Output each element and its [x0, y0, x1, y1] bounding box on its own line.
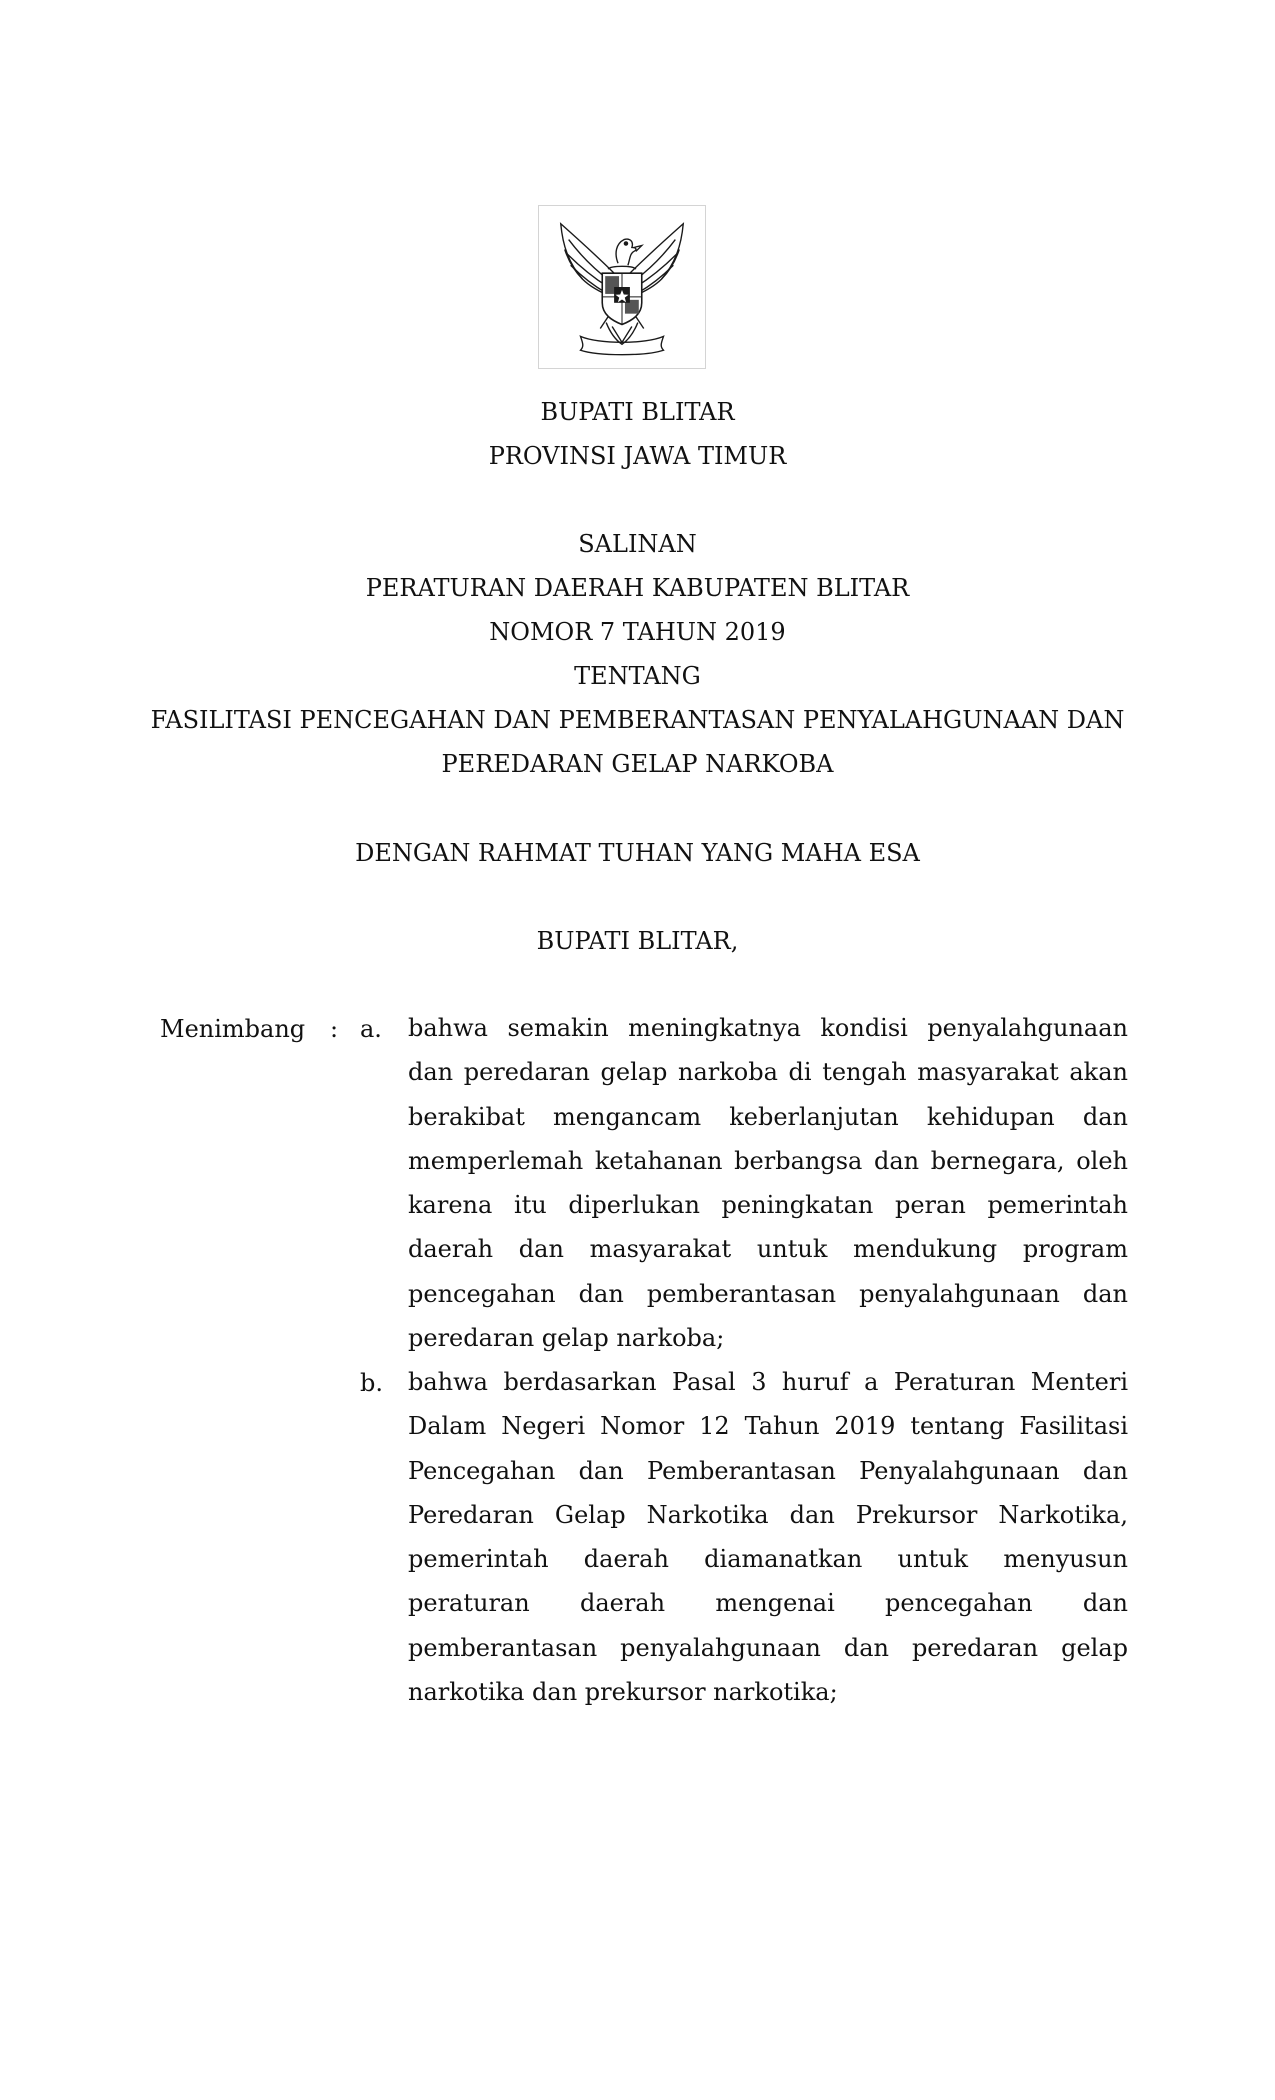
considerations-label: Menimbang [160, 1015, 306, 1043]
consideration-letter-b: b. [360, 1369, 383, 1397]
about-label: TENTANG [574, 662, 701, 690]
garuda-emblem [538, 205, 706, 369]
regent-title: BUPATI BLITAR [540, 398, 735, 426]
province-name: PROVINSI JAWA TIMUR [488, 442, 787, 470]
regulation-subject-line1: FASILITASI PENCEGAHAN DAN PEMBERANTASAN PENYALAHGUNAAN DAN [150, 706, 1125, 734]
consideration-text-a: bahwa semakin meningkatnya kondisi penyalahgunaan dan peredaran gelap narkoba di tengah masyarakat akan berakibat mengancam keberlanjutan kehidupan dan memperlemah ketahanan berbangsa dan bernegara, oleh karena itu diperlukan peningkatan peran pemerintah daerah dan masyarakat untuk mendukung program pencegahan dan pemberantasan penyalahgunaan dan peredaran gelap narkoba; [408, 1014, 1128, 1353]
regulation-number: NOMOR 7 TAHUN 2019 [489, 618, 786, 646]
consideration-letter-a: a. [360, 1015, 382, 1043]
issuer: BUPATI BLITAR, [536, 927, 739, 955]
regulation-type: PERATURAN DAERAH KABUPATEN BLITAR [365, 574, 910, 602]
considerations-separator: : [330, 1015, 339, 1043]
consideration-text-b: bahwa berdasarkan Pasal 3 huruf a Peraturan Menteri Dalam Negeri Nomor 12 Tahun 2019 tentang Fasilitasi Pencegahan dan Pemberantasan Penyalahgunaan dan Peredaran Gelap Narkotika dan Prekursor Narkotika, pemerintah daerah diamanatkan untuk menyusun peraturan daerah mengenai pencegahan dan pemberantasan penyalahgunaan dan peredaran gelap narkotika dan prekursor narkotika; [408, 1368, 1128, 1707]
copy-label: SALINAN [578, 530, 697, 558]
regulation-subject-line2: PEREDARAN GELAP NARKOBA [441, 750, 834, 778]
garuda-icon [539, 206, 705, 368]
invocation: DENGAN RAHMAT TUHAN YANG MAHA ESA [355, 839, 920, 867]
